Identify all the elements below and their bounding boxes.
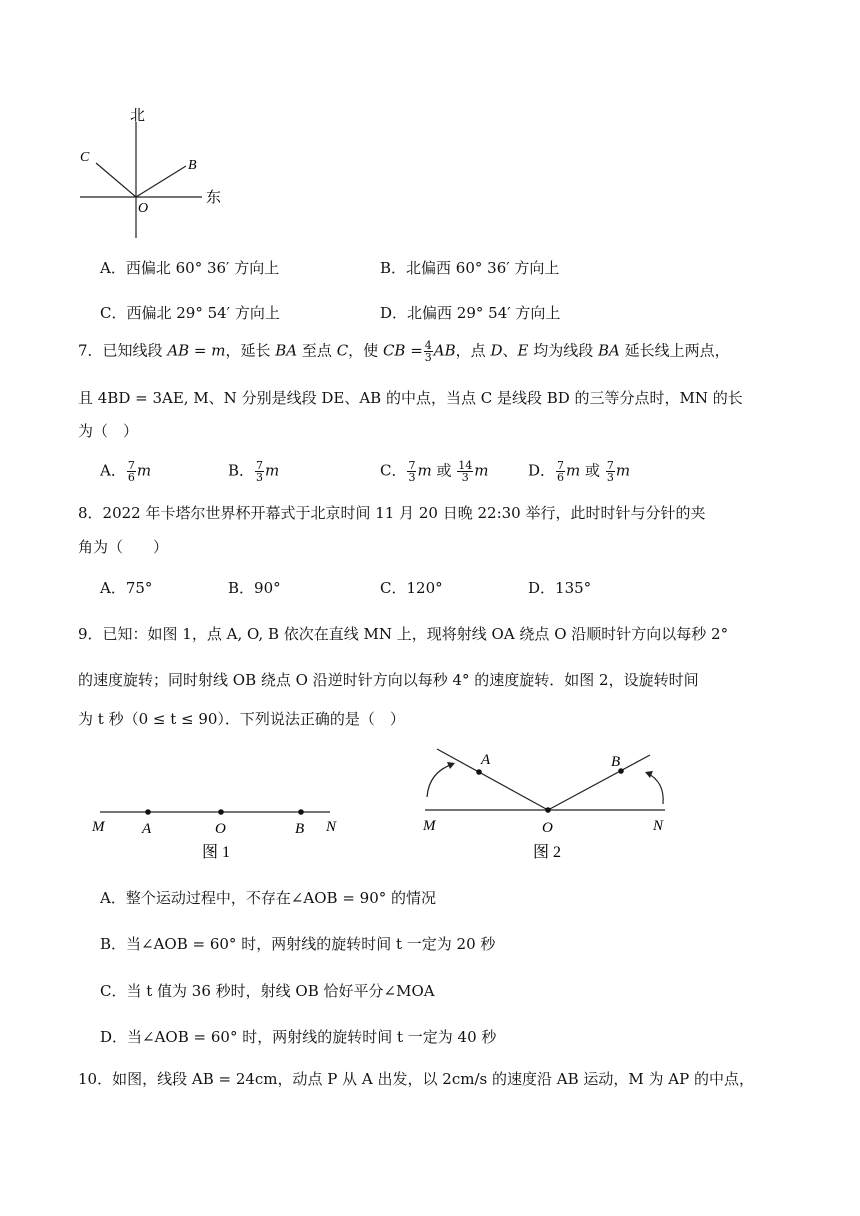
q9-option-b: B．当∠AOB = 60° 时，两射线的旋转时间 t 一定为 20 秒 [100, 935, 496, 953]
point-a [476, 769, 482, 775]
q9-option-d: D．当∠AOB = 60° 时，两射线的旋转时间 t 一定为 40 秒 [100, 1028, 497, 1046]
q8-line-2: 角为（ ） [78, 538, 169, 556]
figure-1-caption: 图 1 [202, 844, 231, 861]
point-b [298, 809, 304, 815]
label-b: B [295, 821, 305, 837]
q7-option-d: D． $\frac{7}{6}$ m 或 $\frac{7}{3}$ m [528, 459, 631, 484]
q7-option-c: C． $\frac{7}{3}$ m 或 $\frac{14}{3}$ m [380, 459, 489, 484]
label-o: O [542, 820, 553, 836]
north-label: 北 [130, 108, 146, 124]
label-a: A [481, 752, 491, 768]
q7-line-3: 为（ ） [78, 422, 139, 440]
q9-option-a: A．整个运动过程中，不存在∠AOB = 90° 的情况 [100, 889, 437, 907]
label-b: B [611, 754, 621, 770]
label-n: N [653, 818, 664, 834]
q8-option-d: D．135° [528, 579, 592, 597]
figure-2-caption: 图 2 [533, 844, 562, 861]
q8-option-b: B．90° [228, 579, 281, 597]
ray-oa [437, 749, 548, 810]
q7-option-b: B． $\frac{7}{3}$ m [228, 459, 280, 484]
point-o-label: O [138, 201, 149, 216]
ray-ob [548, 755, 650, 810]
rotation-arrowhead-b [645, 771, 653, 778]
q9-line-3: 为 t 秒（0 ≤ t ≤ 90）．下列说法正确的是（ ） [78, 710, 405, 728]
q9-line-1: 9．已知：如图 1，点 A, O, B 依次在直线 MN 上，现将射线 OA 绕点 O 沿顺时针方向以每秒 2° [78, 625, 729, 643]
q6-option-c: C．西偏北 29° 54′ 方向上 [100, 304, 280, 322]
q7-option-a: A． $\frac{7}{6}$ m [100, 459, 152, 484]
q7-line-2: 且 4BD = 3AE, M、N 分别是线段 DE、AB 的中点，当点 C 是线段 BD 的三等分点时，MN 的长 [78, 389, 743, 407]
point-o [218, 809, 224, 815]
rotation-arrow-b [647, 773, 663, 804]
rotation-arrow-a [427, 764, 453, 797]
label-m: M [423, 818, 436, 834]
label-a: A [142, 821, 152, 837]
q10-line-1: 10．如图，线段 AB = 24cm，动点 P 从 A 出发，以 2cm/s 的速度沿 AB 运动，M 为 AP 的中点， [78, 1070, 754, 1088]
point-c-label: C [80, 150, 90, 165]
q6-option-b: B．北偏西 60° 36′ 方向上 [380, 259, 560, 277]
q9-option-c: C．当 t 值为 36 秒时，射线 OB 恰好平分∠MOA [100, 982, 435, 1000]
label-n: N [326, 819, 337, 835]
figure-2 [415, 742, 705, 867]
q6-option-a: A．西偏北 60° 36′ 方向上 [100, 259, 280, 277]
east-label: 东 [206, 190, 222, 206]
q8-line-1: 8．2022 年卡塔尔世界杯开幕式于北京时间 11 月 20 日晚 22:30 举行，此时时针与分针的夹 [78, 504, 706, 522]
label-m: M [92, 819, 105, 835]
q6-option-d: D．北偏西 29° 54′ 方向上 [380, 304, 561, 322]
point-b-label: B [188, 158, 197, 173]
q9-line-2: 的速度旋转；同时射线 OB 绕点 O 沿逆时针方向以每秒 4° 的速度旋转．如图 2，设旋转时间 [78, 671, 699, 689]
fraction-4-3: $\frac{4}{3}$ [424, 339, 432, 364]
q8-option-c: C．120° [380, 579, 443, 597]
point-a [145, 809, 151, 815]
point-o [545, 807, 551, 813]
figure-1 [88, 795, 358, 865]
compass-figure [70, 100, 240, 245]
ray-ob [136, 166, 186, 197]
label-o: O [215, 821, 226, 837]
q7-line-1: 7．已知线段 AB = m，延长 BA 至点 C，使 CB = $\frac{4}{3}$ AB，点 D、E 均为线段 BA 延长线上两点， [78, 339, 730, 364]
q8-option-a: A．75° [100, 579, 153, 597]
ray-oc [96, 163, 136, 197]
